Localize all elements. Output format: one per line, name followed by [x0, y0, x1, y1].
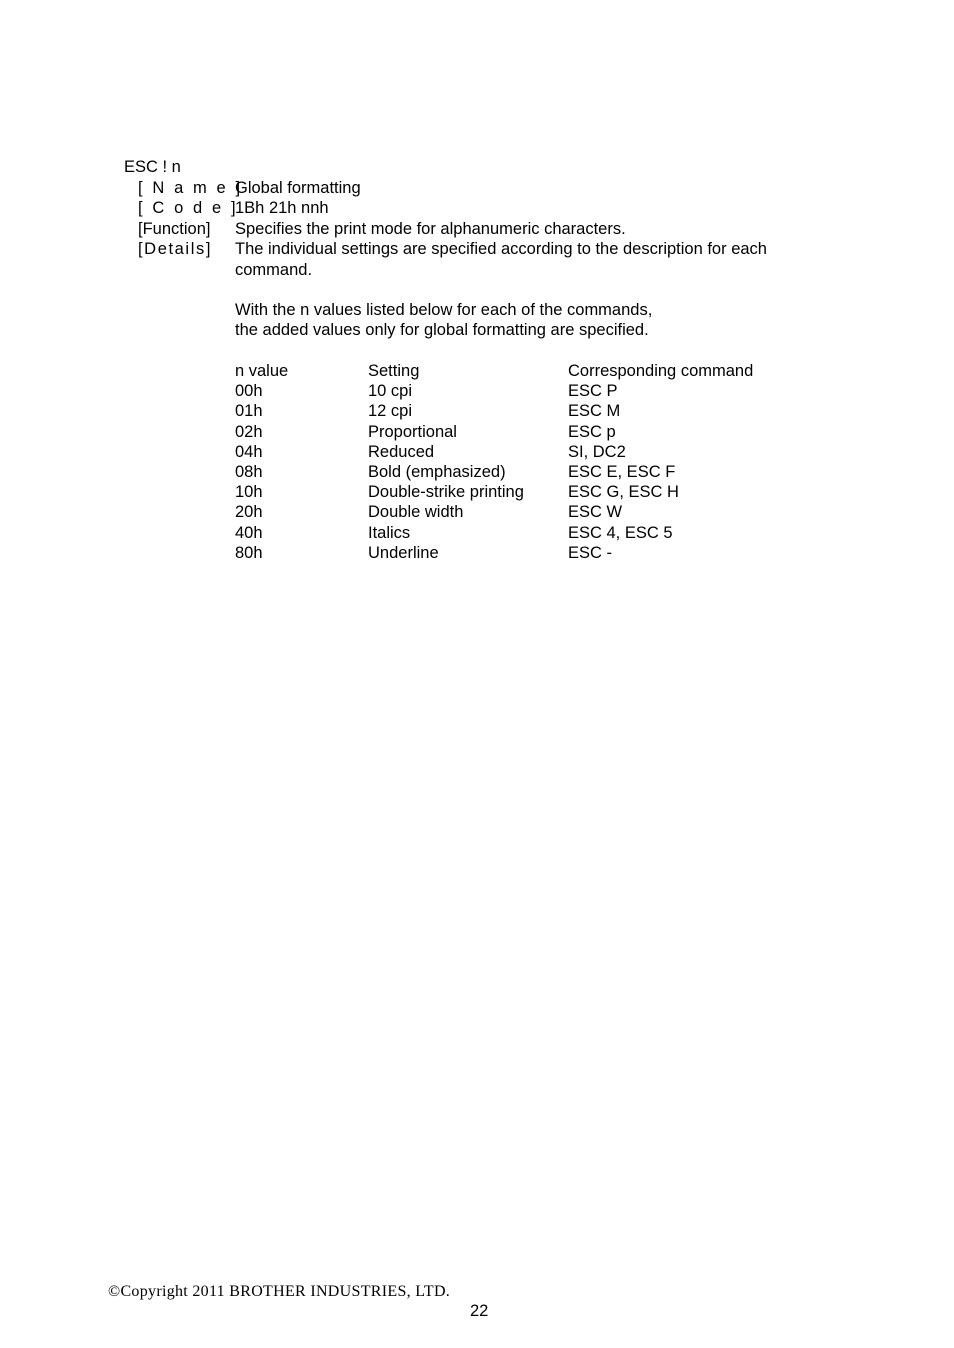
- cell-n-value: 40h: [235, 523, 263, 542]
- cell-command: SI, DC2: [568, 442, 626, 461]
- table-row: [235, 543, 835, 563]
- header-setting: Setting: [368, 362, 420, 380]
- details-line-1: The individual settings are specified according to the description for each: [235, 240, 767, 258]
- copyright-notice: ©Copyright 2011 BROTHER INDUSTRIES, LTD.: [108, 1283, 451, 1300]
- cell-command: ESC p: [568, 422, 616, 441]
- name-value: Global formatting: [235, 179, 361, 197]
- details-label: [Details]: [138, 240, 213, 258]
- details-line-2: command.: [235, 261, 313, 279]
- code-field: [0, 198, 954, 218]
- table-row: [235, 462, 835, 482]
- table-row: [235, 523, 835, 543]
- description-line-2: the added values only for global formatting are specified.: [235, 321, 649, 339]
- cell-setting: Double-strike printing: [368, 483, 524, 502]
- cell-n-value: 01h: [235, 402, 263, 421]
- cell-setting: Reduced: [368, 442, 435, 461]
- function-label: [Function]: [138, 220, 211, 238]
- cell-n-value: 04h: [235, 442, 263, 461]
- header-corresponding-command: Corresponding command: [568, 362, 754, 380]
- cell-n-value: 20h: [235, 503, 263, 522]
- cell-n-value: 80h: [235, 543, 263, 562]
- table-header-row: [235, 361, 835, 381]
- table-row: [235, 422, 835, 442]
- description-line-1: With the n values listed below for each of the commands,: [235, 301, 653, 319]
- header-n-value: n value: [235, 362, 289, 380]
- cell-command: ESC M: [568, 402, 621, 421]
- cell-n-value: 00h: [235, 382, 263, 401]
- cell-setting: Underline: [368, 543, 439, 562]
- code-value: 1Bh 21h nnh: [235, 199, 329, 217]
- table-row: [235, 442, 835, 462]
- cell-command: ESC 4, ESC 5: [568, 523, 673, 542]
- cell-setting: 10 cpi: [368, 382, 413, 401]
- cell-n-value: 10h: [235, 483, 263, 502]
- cell-n-value: 08h: [235, 462, 263, 481]
- table-row: [235, 502, 835, 522]
- cell-setting: Italics: [368, 523, 411, 542]
- code-label: [ C o d e ]: [138, 199, 239, 217]
- cell-command: ESC E, ESC F: [568, 462, 676, 481]
- cell-command: ESC W: [568, 503, 623, 522]
- cell-setting: Bold (emphasized): [368, 462, 506, 481]
- cell-setting: Proportional: [368, 422, 457, 441]
- name-field: [0, 178, 954, 198]
- table-row: [235, 381, 835, 401]
- function-value: Specifies the print mode for alphanumeric characters.: [235, 220, 626, 238]
- page-number: 22: [470, 1302, 489, 1320]
- cell-setting: 12 cpi: [368, 402, 413, 421]
- cell-command: ESC P: [568, 382, 618, 401]
- name-label: [ N a m e ]: [138, 179, 243, 197]
- table-row: [235, 401, 835, 421]
- n-value-table: [235, 361, 835, 563]
- command-title: ESC ! n: [124, 158, 181, 176]
- cell-command: ESC G, ESC H: [568, 483, 679, 502]
- details-field: [0, 239, 954, 259]
- function-field: [0, 219, 954, 239]
- cell-command: ESC -: [568, 543, 613, 562]
- table-row: [235, 482, 835, 502]
- cell-n-value: 02h: [235, 422, 263, 441]
- cell-setting: Double width: [368, 503, 464, 522]
